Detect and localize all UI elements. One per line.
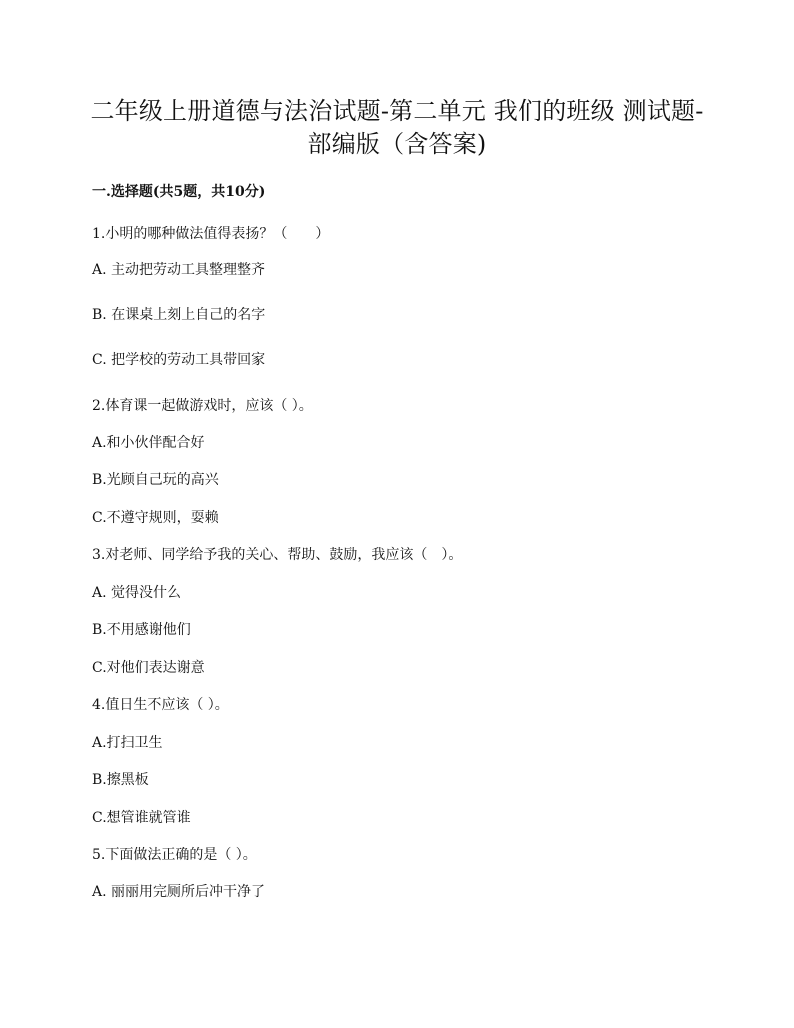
question-4-option-a: A.打扫卫生 — [92, 735, 163, 751]
question-3-option-c: C.对他们表达谢意 — [92, 660, 205, 676]
document-title-line-1: 二年级上册道德与法治试题-第二单元 我们的班级 测试题- — [90, 97, 704, 125]
question-1-option-a: A. 主动把劳动工具整理整齐 — [92, 262, 266, 278]
question-3-option-a: A. 觉得没什么 — [92, 585, 182, 601]
question-1-option-c: C. 把学校的劳动工具带回家 — [92, 352, 266, 368]
document-title-line-2: 部编版（含答案) — [307, 130, 487, 158]
question-4-stem: 4.值日生不应该（ ）。 — [92, 697, 229, 713]
question-1-option-b: B. 在课桌上刻上自己的名字 — [92, 307, 266, 323]
question-2-stem: 2.体育课一起做游戏时，应该（ ）。 — [92, 398, 313, 414]
question-3-option-b: B.不用感谢他们 — [92, 622, 191, 638]
question-1-stem: 1.小明的哪种做法值得表扬？（ ） — [92, 226, 330, 242]
question-2-option-a: A.和小伙伴配合好 — [92, 435, 205, 451]
question-4-option-b: B.擦黑板 — [92, 772, 149, 788]
question-2-option-b: B.光顾自己玩的高兴 — [92, 472, 219, 488]
section-heading: 一.选择题(共5题，共10分) — [92, 184, 266, 200]
question-2-option-c: C.不遵守规则，耍赖 — [92, 510, 219, 526]
question-4-option-c: C.想管谁就管谁 — [92, 810, 191, 826]
question-3-stem: 3.对老师、同学给予我的关心、帮助、鼓励，我应该（ ）。 — [92, 547, 463, 563]
question-5-stem: 5.下面做法正确的是（ ）。 — [92, 847, 257, 863]
question-5-option-a: A. 丽丽用完厕所后冲干净了 — [92, 884, 266, 900]
